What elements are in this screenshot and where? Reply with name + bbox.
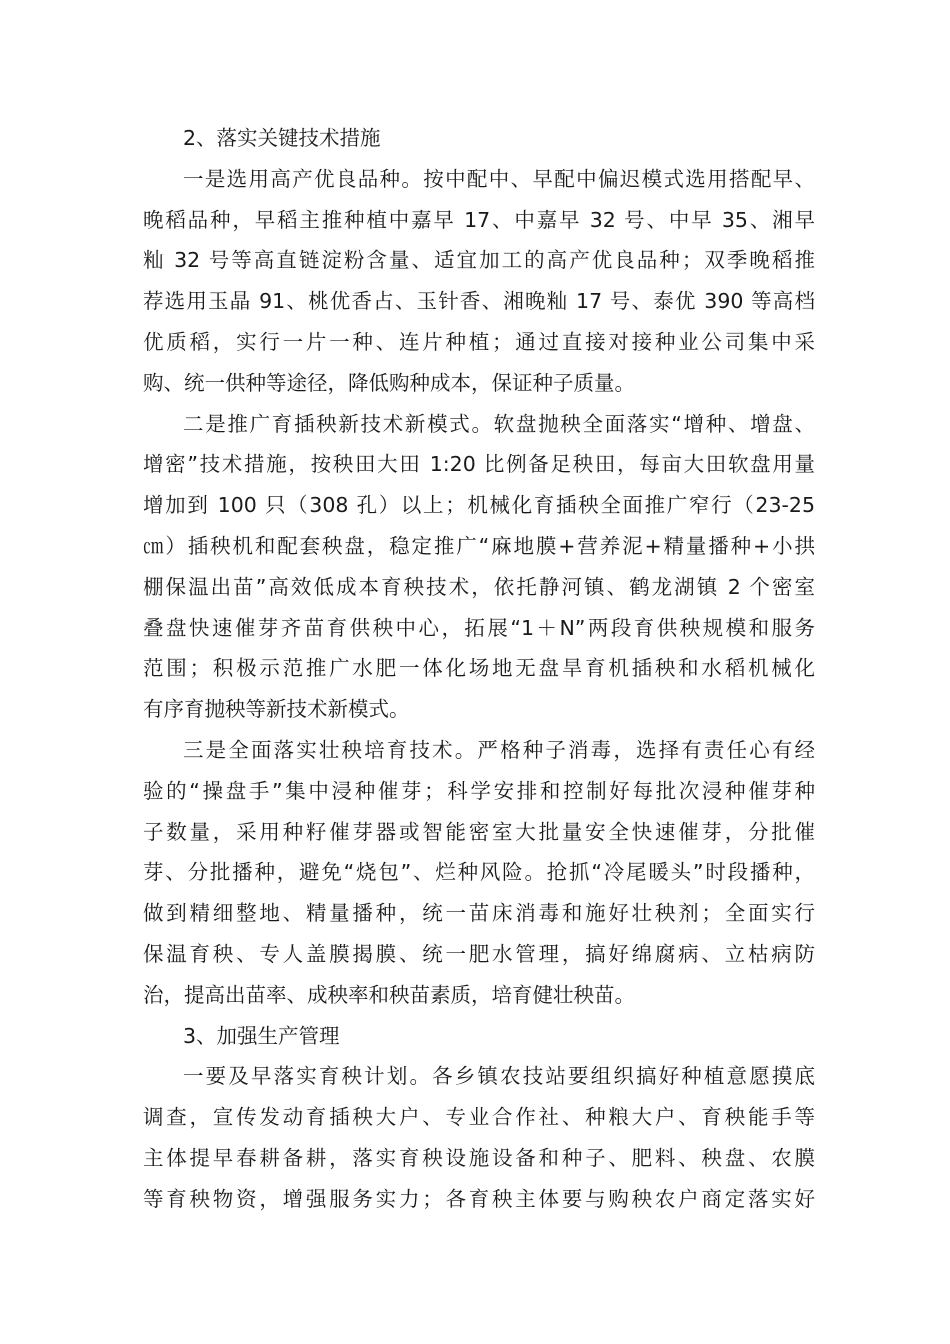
paragraph-line: 增加到 100 只（308 孔）以上；机械化育插秧全面推广窄行（23-25 [143,493,815,518]
paragraph-line: 有序育抛秧等新技术新模式。 [143,697,410,722]
paragraph-line: 调查，宣传发动育插秧大户、专业合作社、种粮大户、育秧能手等 [143,1105,815,1130]
paragraph-line: 验的“操盘手”集中浸种催芽；科学安排和控制好每批次浸种催芽种 [143,778,815,803]
paragraph-line: 一是选用高产优良品种。按中配中、早配中偏迟模式选用搭配早、 [183,166,815,191]
paragraph-line: 芽、分批播种，避免“烧包”、烂种风险。抢抓“冷尾暖头”时段播种， [143,860,815,885]
paragraph-line: 做到精细整地、精量播种，统一苗床消毒和施好壮秧剂；全面实行 [143,901,815,926]
paragraph-line: 晚稻品种，早稻主推种植中嘉早 17、中嘉早 32 号、中早 35、湘早 [143,207,815,232]
paragraph-line: 范围；积极示范推广水肥一体化场地无盘旱育机插秧和水稻机械化 [143,656,815,681]
section-heading-3: 3、加强生产管理 [183,1023,340,1048]
paragraph-line: 籼 32 号等高直链淀粉含量、适宜加工的高产优良品种；双季晚稻推 [143,248,815,273]
paragraph-line: 主体提早春耕备耕，落实育秧设施设备和种子、肥料、秧盘、农膜 [143,1145,815,1170]
paragraph-line: 三是全面落实壮秧培育技术。严格种子消毒，选择有责任心有经 [183,737,815,762]
document-page [143,118,815,1220]
paragraph-line: 增密”技术措施，按秧田大田 1:20 比例备足秧田，每亩大田软盘用量 [143,452,815,477]
paragraph-line: 治，提高出苗率、成秧率和秧苗素质，培育健壮秧苗。 [143,982,635,1007]
paragraph-line: ㎝）插秧机和配套秧盘，稳定推广“麻地膜+营养泥+精量播种+小拱 [143,533,815,558]
paragraph-line: 一要及早落实育秧计划。各乡镇农技站要组织搞好种植意愿摸底 [183,1064,815,1089]
paragraph-line: 购、统一供种等途径，降低购种成本，保证种子质量。 [143,370,635,395]
paragraph-line: 优质稻，实行一片一种、连片种植；通过直接对接种业公司集中采 [143,329,815,354]
section-heading-2: 2、落实关键技术措施 [183,126,381,150]
paragraph-line: 保温育秧、专人盖膜揭膜、统一肥水管理，搞好绵腐病、立枯病防 [143,941,815,966]
paragraph-line: 棚保温出苗”高效低成本育秧技术，依托静河镇、鹤龙湖镇 2 个密室 [143,574,815,599]
paragraph-line: 二是推广育插秧新技术新模式。软盘抛秧全面落实“增种、增盘、 [183,411,815,436]
paragraph-line: 荐选用玉晶 91、桃优香占、玉针香、湘晚籼 17 号、泰优 390 等高档 [143,289,815,314]
paragraph-line: 叠盘快速催芽齐苗育供秧中心，拓展“1＋N”两段育供秧规模和服务 [143,615,815,640]
paragraph-line: 等育秧物资，增强服务实力；各育秧主体要与购秧农户商定落实好 [143,1186,815,1211]
paragraph-line: 子数量，采用种籽催芽器或智能密室大批量安全快速催芽，分批催 [143,819,815,844]
